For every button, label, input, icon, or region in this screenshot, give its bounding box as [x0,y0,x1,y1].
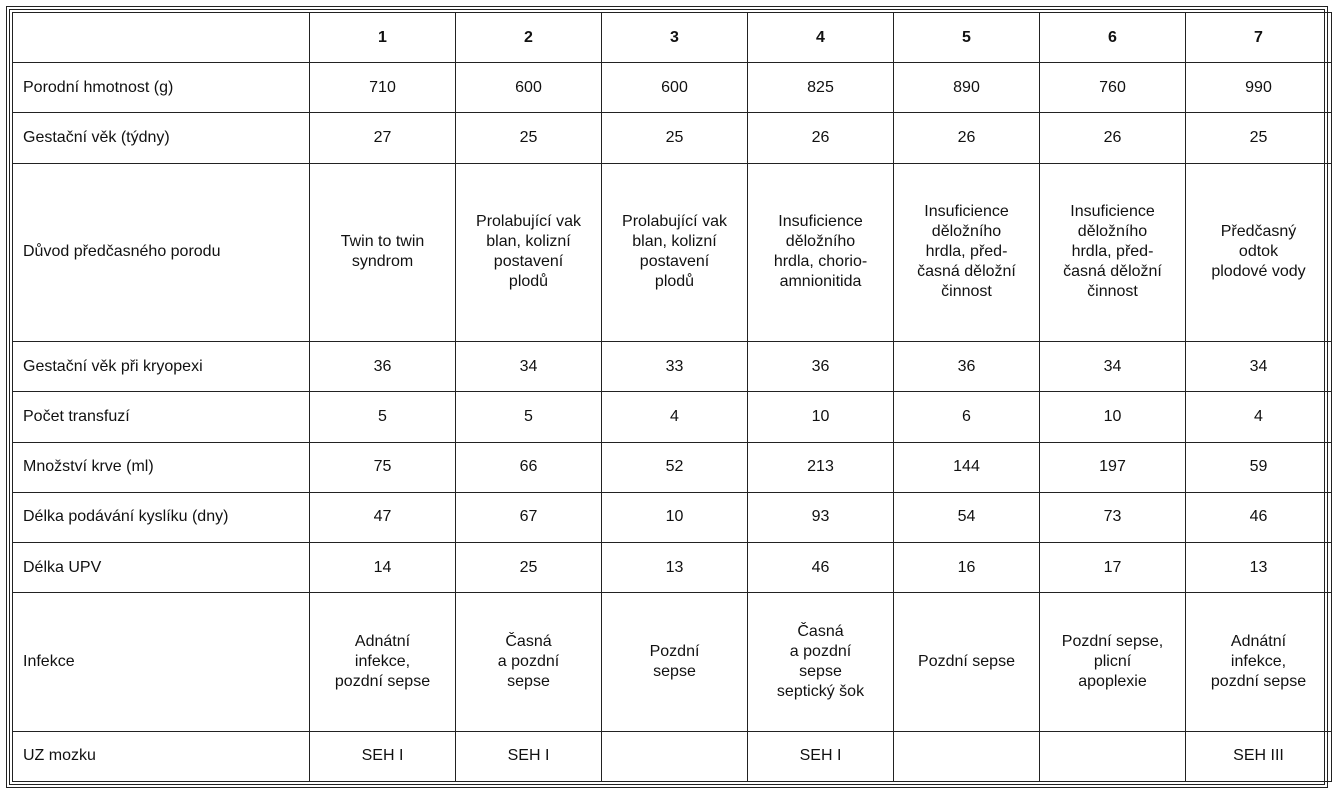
cell-value: 59 [1249,458,1268,476]
row-label: Gestační věk (týdny) [13,113,310,163]
table-cell [894,342,1040,392]
table-cell [894,543,1040,593]
table-cell [1186,442,1332,492]
cell-value: SEH I [361,747,404,765]
table-cell [310,492,456,542]
row-label: Gestační věk při kryopexi [13,342,310,392]
table-row [13,593,1332,732]
table-row [13,113,1332,163]
row-label: Délka podávání kyslíku (dny) [13,492,310,542]
header-column-6: 6 [1040,13,1186,63]
table-cell [602,442,748,492]
table-cell [748,593,894,732]
table-cell [894,392,1040,442]
table-cell [1186,731,1332,781]
cell-value: Adnátní infekce, pozdní sepse [334,632,431,690]
data-table [12,12,1332,782]
cell-value: 36 [811,357,830,375]
header-column-5: 5 [894,13,1040,63]
cell-value: 26 [1103,128,1122,146]
row-label: UZ mozku [13,731,310,781]
cell-value: 5 [524,408,533,426]
table-cell [1186,543,1332,593]
cell-value: 825 [807,78,834,96]
cell-value: 36 [957,357,976,375]
table-cell [748,113,894,163]
cell-value: 34 [1249,357,1268,375]
table-cell [602,163,748,342]
cell-value: 75 [373,458,392,476]
cell-value: 36 [373,357,392,375]
table-cell [456,731,602,781]
header-column-2: 2 [456,13,602,63]
cell-value: 34 [1103,357,1122,375]
table-cell [894,63,1040,113]
table-cell [456,163,602,342]
table-cell [602,342,748,392]
table-cell [602,392,748,442]
table-row [13,492,1332,542]
cell-value: 13 [665,558,684,576]
table-cell [748,492,894,542]
table-cell [1040,113,1186,163]
cell-value: 5 [378,408,387,426]
table-cell [602,543,748,593]
cell-value: Insuficience děložního hrdla, před- časná děložní činnost [917,203,1016,301]
cell-value: SEH III [1233,747,1284,765]
table-cell [310,63,456,113]
cell-value: Pozdní sepse [649,642,700,680]
cell-value: 10 [665,508,684,526]
cell-value: Insuficience děložního hrdla, chorio- amnionitida [773,213,868,291]
table-cell [894,731,1040,781]
cell-value: 46 [1249,508,1268,526]
cell-value: 890 [953,78,980,96]
table-cell [456,593,602,732]
table-cell [748,392,894,442]
table-cell [1040,163,1186,342]
table-cell [602,593,748,732]
header-column-1: 1 [310,13,456,63]
cell-value: Twin to twin syndrom [340,233,425,271]
cell-value: Adnátní infekce, pozdní sepse [1210,632,1307,690]
table-cell [894,593,1040,732]
table-cell [1040,392,1186,442]
table-cell [748,543,894,593]
table-cell [1040,442,1186,492]
cell-value: 6 [962,408,971,426]
table-cell [456,63,602,113]
table-cell [310,342,456,392]
header-column-7: 7 [1186,13,1332,63]
table-cell [1040,342,1186,392]
table-cell [1040,543,1186,593]
table-cell [310,392,456,442]
table-cell [602,63,748,113]
row-label: Množství krve (ml) [13,442,310,492]
cell-value: 13 [1249,558,1268,576]
cell-value: 144 [953,458,980,476]
cell-value: 73 [1103,508,1122,526]
cell-value: 14 [373,558,392,576]
cell-value: 25 [665,128,684,146]
cell-value: 197 [1099,458,1126,476]
table-cell [1040,492,1186,542]
table-cell [456,492,602,542]
cell-value: 710 [369,78,396,96]
table-cell [894,492,1040,542]
table-row [13,392,1332,442]
table-cell [1186,342,1332,392]
cell-value: 760 [1099,78,1126,96]
table-frame [6,6,1328,788]
cell-value: 47 [373,508,392,526]
table-cell [602,492,748,542]
table-row [13,442,1332,492]
table-cell [310,543,456,593]
cell-value: 33 [665,357,684,375]
table-cell [456,442,602,492]
table-cell [1186,392,1332,442]
cell-value: 4 [670,408,679,426]
cell-value: 52 [665,458,684,476]
cell-value: 25 [519,558,538,576]
table-cell [1040,63,1186,113]
cell-value: 25 [1249,128,1268,146]
table-row [13,543,1332,593]
row-label: Délka UPV [13,543,310,593]
table-cell [748,442,894,492]
row-label: Porodní hmotnost (g) [13,63,310,113]
table-cell [602,731,748,781]
cell-value: 66 [519,458,538,476]
cell-value: Předčasný odtok plodové vody [1211,223,1306,281]
table-cell [310,593,456,732]
table-row [13,163,1332,342]
cell-value: 990 [1245,78,1272,96]
header-row [13,13,1332,63]
table-cell [602,113,748,163]
cell-value: Prolabující vak blan, kolizní postavení plodů [476,213,581,291]
header-column-4: 4 [748,13,894,63]
table-row [13,731,1332,781]
cell-value: Pozdní sepse [918,652,1015,670]
header-column-3: 3 [602,13,748,63]
table-cell [894,163,1040,342]
table-cell [456,342,602,392]
row-label: Infekce [13,593,310,732]
cell-value: 600 [661,78,688,96]
cell-value: SEH I [507,747,550,765]
cell-value: 10 [1103,408,1122,426]
table-cell [456,113,602,163]
cell-value: 25 [519,128,538,146]
header-corner-cell [13,13,310,63]
table-cell [748,731,894,781]
table-cell [894,442,1040,492]
cell-value: 34 [519,357,538,375]
table-row [13,342,1332,392]
cell-value: Pozdní sepse, plicní apoplexie [1061,632,1164,690]
table-cell [1186,63,1332,113]
cell-value: 67 [519,508,538,526]
cell-value: SEH I [799,747,842,765]
cell-value: 54 [957,508,976,526]
cell-value: 26 [957,128,976,146]
cell-value: 16 [957,558,976,576]
table-cell [1040,731,1186,781]
row-label: Počet transfuzí [13,392,310,442]
cell-value: 93 [811,508,830,526]
cell-value: 46 [811,558,830,576]
table-cell [1186,113,1332,163]
table-cell [1186,492,1332,542]
table-cell [1040,593,1186,732]
cell-value: 26 [811,128,830,146]
table-cell [894,113,1040,163]
table-cell [310,442,456,492]
table-cell [1186,593,1332,732]
cell-value: 10 [811,408,830,426]
table-cell [456,392,602,442]
cell-value: Insuficience děložního hrdla, před- časná děložní činnost [1063,203,1162,301]
cell-value: 17 [1103,558,1122,576]
row-label: Důvod předčasného porodu [13,163,310,342]
table-cell [456,543,602,593]
table-cell [748,163,894,342]
table-cell [310,113,456,163]
cell-value: Prolabující vak blan, kolizní postavení plodů [622,213,727,291]
table-cell [748,342,894,392]
table-cell [1186,163,1332,342]
cell-value: Časná a pozdní sepse septický šok [776,622,865,700]
cell-value: 4 [1254,408,1263,426]
table-cell [748,63,894,113]
cell-value: 600 [515,78,542,96]
cell-value: Časná a pozdní sepse [497,632,560,690]
cell-value: 213 [807,458,834,476]
cell-value: 27 [373,128,392,146]
table-row [13,63,1332,113]
table-cell [310,163,456,342]
table-cell [310,731,456,781]
